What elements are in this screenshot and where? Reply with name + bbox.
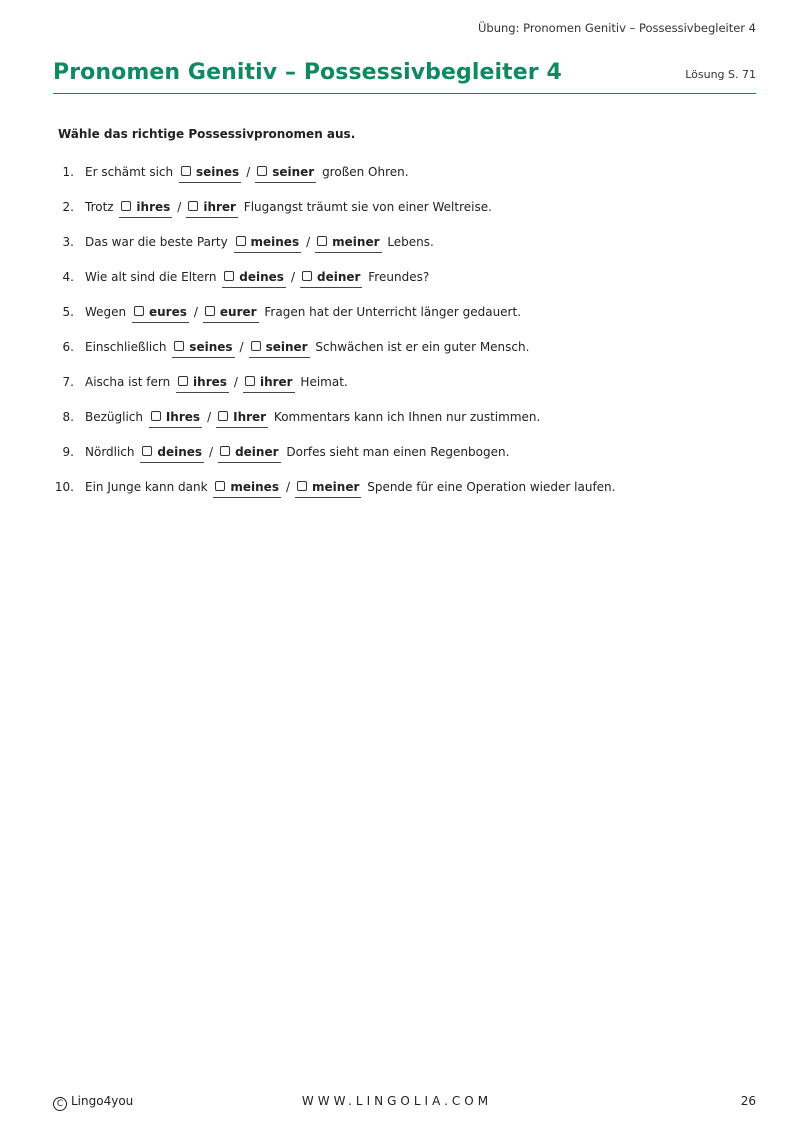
sentence-after: großen Ohren.	[322, 165, 409, 179]
option-separator: /	[306, 235, 311, 249]
sentence-before: Das war die beste Party	[85, 235, 228, 249]
exercise-sentence	[85, 302, 521, 323]
exercise-item	[52, 197, 752, 232]
checkbox-icon[interactable]	[302, 271, 312, 281]
option-a-label: meines	[230, 480, 279, 494]
exercise-number: 4.	[62, 270, 74, 284]
option-b-choice[interactable]	[255, 163, 316, 183]
option-b-choice[interactable]	[295, 478, 361, 498]
option-b-label: deiner	[235, 445, 279, 459]
option-a-label: meines	[250, 235, 300, 249]
checkbox-icon[interactable]	[224, 271, 234, 281]
option-b-label: seiner	[265, 340, 308, 354]
exercise-number: 10.	[54, 480, 74, 494]
option-separator: /	[285, 480, 291, 494]
checkbox-icon[interactable]	[220, 446, 230, 456]
option-b-label: deiner	[317, 270, 361, 284]
checkbox-icon[interactable]	[121, 201, 131, 211]
exercise-sentence	[85, 372, 348, 393]
option-b-choice[interactable]	[216, 408, 268, 428]
sentence-before: Trotz	[85, 200, 114, 214]
sentence-after: Dorfes sieht man einen Regenbogen.	[286, 445, 510, 459]
copyright-icon: C	[53, 1097, 67, 1111]
solution-page-reference: Lösung S. 71	[685, 68, 756, 81]
exercise-sentence	[85, 477, 615, 498]
exercise-sentence	[85, 232, 434, 253]
checkbox-icon[interactable]	[205, 306, 215, 316]
option-b-choice[interactable]	[300, 268, 362, 288]
exercise-item	[52, 477, 752, 512]
option-b-label: Ihrer	[233, 410, 267, 424]
option-a-label: ihres	[193, 375, 227, 389]
option-separator: /	[233, 375, 238, 389]
checkbox-icon[interactable]	[257, 166, 267, 176]
option-a-label: deines	[239, 270, 284, 284]
option-b-label: ihrer	[259, 375, 293, 389]
footer-website[interactable]: WWW.LINGOLIA.COM	[301, 1094, 493, 1108]
page-title: Pronomen Genitiv – Possessivbegleiter 4	[53, 60, 562, 85]
option-separator: /	[290, 270, 295, 284]
option-a-label: ihres	[136, 200, 171, 214]
option-separator: /	[209, 445, 214, 459]
checkbox-icon[interactable]	[181, 166, 191, 176]
exercise-sentence	[85, 267, 429, 288]
sentence-before: Er schämt sich	[85, 165, 174, 179]
sentence-before: Bezüglich	[85, 410, 144, 424]
option-a-choice[interactable]	[149, 408, 202, 428]
checkbox-icon[interactable]	[142, 446, 152, 456]
checkbox-icon[interactable]	[236, 236, 246, 246]
option-a-choice[interactable]	[132, 303, 189, 323]
exercise-sentence	[85, 407, 540, 428]
checkbox-icon[interactable]	[174, 341, 184, 351]
option-separator: /	[193, 305, 198, 319]
option-separator: /	[239, 340, 244, 354]
checkbox-icon[interactable]	[218, 411, 228, 421]
option-b-label: eurer	[219, 305, 257, 319]
checkbox-icon[interactable]	[317, 236, 327, 246]
exercise-sentence	[85, 442, 509, 463]
exercise-item	[52, 442, 752, 477]
option-a-label: deines	[157, 445, 203, 459]
checkbox-icon[interactable]	[151, 411, 161, 421]
option-b-choice[interactable]	[218, 443, 280, 463]
checkbox-icon[interactable]	[134, 306, 144, 316]
option-b-choice[interactable]	[315, 233, 381, 253]
sentence-after: Spende für eine Operation wieder laufen.	[367, 480, 616, 494]
checkbox-icon[interactable]	[251, 341, 261, 351]
sentence-after: Schwächen ist er ein guter Mensch.	[315, 340, 530, 354]
exercise-item	[52, 267, 752, 302]
sentence-after: Fragen hat der Unterricht länger gedauert.	[264, 305, 522, 319]
exercise-number: 8.	[62, 410, 74, 424]
sentence-before: Ein Junge kann dank	[85, 480, 208, 494]
checkbox-icon[interactable]	[245, 376, 255, 386]
footer-page-number: 26	[740, 1094, 756, 1108]
option-a-choice[interactable]	[176, 373, 229, 393]
exercise-item	[52, 337, 752, 372]
option-a-choice[interactable]	[172, 338, 234, 358]
sentence-after: Heimat.	[300, 375, 348, 389]
exercise-number: 3.	[62, 235, 74, 249]
checkbox-icon[interactable]	[188, 201, 198, 211]
sentence-after: Lebens.	[387, 235, 434, 249]
exercise-item	[52, 372, 752, 407]
option-separator: /	[207, 410, 212, 424]
sentence-before: Nördlich	[85, 445, 135, 459]
sentence-before: Wie alt sind die Eltern	[85, 270, 217, 284]
exercise-number: 6.	[62, 340, 74, 354]
option-a-label: seines	[195, 165, 240, 179]
exercise-instruction: Wähle das richtige Possessivpronomen aus.	[58, 127, 356, 141]
option-a-choice[interactable]	[222, 268, 286, 288]
top-exercise-reference: Übung: Pronomen Genitiv – Possessivbegleiter 4	[478, 21, 756, 35]
option-a-choice[interactable]	[234, 233, 302, 253]
sentence-after: Flugangst träumt sie von einer Weltreise.	[243, 200, 492, 214]
copyright-holder: Lingo4you	[71, 1094, 134, 1108]
sentence-before: Aischa ist fern	[85, 375, 171, 389]
sentence-after: Kommentars kann ich Ihnen nur zustimmen.	[273, 410, 541, 424]
exercise-number: 9.	[62, 445, 74, 459]
exercise-item	[52, 232, 752, 267]
option-b-choice[interactable]	[203, 303, 259, 323]
exercise-number: 1.	[62, 165, 74, 179]
option-a-label: eures	[148, 305, 187, 319]
option-b-choice[interactable]	[243, 373, 295, 393]
option-b-label: ihrer	[203, 200, 236, 214]
exercise-sentence	[85, 337, 529, 358]
option-b-choice[interactable]	[249, 338, 310, 358]
option-b-label: seiner	[272, 165, 315, 179]
option-a-label: seines	[189, 340, 233, 354]
exercise-item	[52, 302, 752, 337]
exercise-list	[52, 162, 752, 512]
exercise-number: 2.	[62, 200, 74, 214]
sentence-after: Freundes?	[368, 270, 430, 284]
sentence-before: Wegen	[85, 305, 127, 319]
option-separator: /	[177, 200, 182, 214]
option-a-choice[interactable]	[213, 478, 281, 498]
exercise-number: 5.	[62, 305, 74, 319]
option-a-label: Ihres	[165, 410, 201, 424]
checkbox-icon[interactable]	[297, 481, 307, 491]
option-b-label: meiner	[312, 480, 360, 494]
option-separator: /	[246, 165, 251, 179]
checkbox-icon[interactable]	[178, 376, 188, 386]
option-a-choice[interactable]	[119, 198, 172, 218]
exercise-number: 7.	[62, 375, 74, 389]
option-b-choice[interactable]	[186, 198, 238, 218]
exercise-sentence	[85, 197, 492, 218]
title-divider	[53, 93, 756, 94]
exercise-item	[52, 162, 752, 197]
checkbox-icon[interactable]	[215, 481, 225, 491]
option-a-choice[interactable]	[179, 163, 241, 183]
sentence-before: Einschließlich	[85, 340, 167, 354]
option-a-choice[interactable]	[140, 443, 204, 463]
exercise-item	[52, 407, 752, 442]
option-b-label: meiner	[332, 235, 380, 249]
exercise-sentence	[85, 162, 409, 183]
